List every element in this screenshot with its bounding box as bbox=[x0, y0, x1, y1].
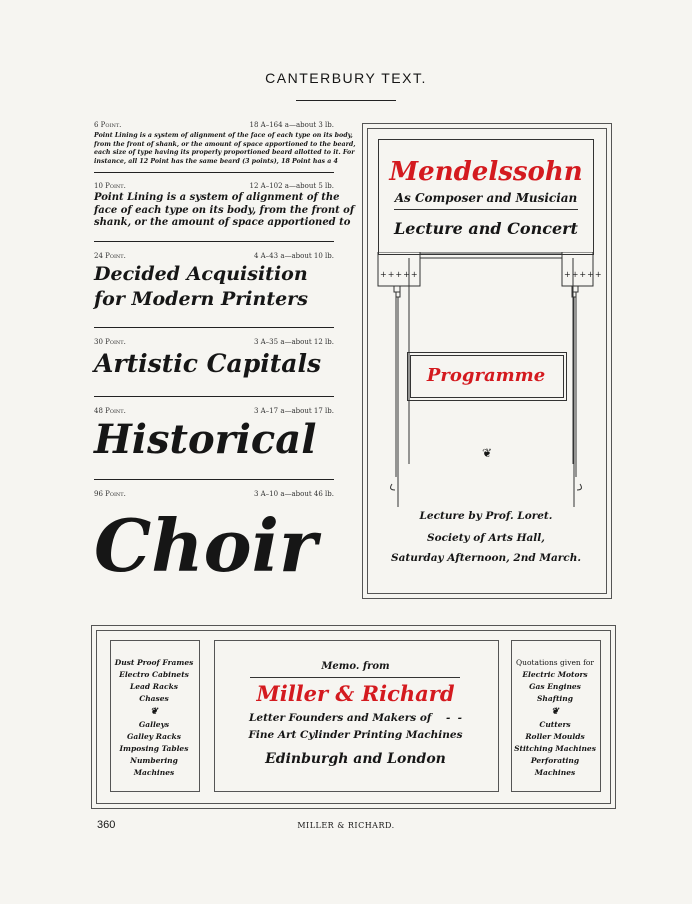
memo-left-list bbox=[110, 657, 198, 779]
specimen-rule bbox=[94, 327, 334, 328]
specimen-size: 24 Point. bbox=[94, 252, 126, 260]
list-item: Shafting bbox=[537, 694, 573, 703]
specimen-weight: 18 A–164 a—about 3 lb. bbox=[249, 121, 334, 129]
list-item: Galleys bbox=[138, 720, 170, 729]
specimen-header-10pt bbox=[94, 182, 334, 192]
footer-publisher: MILLER & RICHARD. bbox=[297, 821, 395, 830]
list-item: Perforating Machines bbox=[530, 756, 580, 777]
specimen-line: shank, or the amount of space apportioned to bbox=[94, 217, 351, 228]
specimen-rule bbox=[94, 396, 334, 397]
programme-lecturer: Lecture by Prof. Loret. bbox=[419, 510, 553, 522]
specimen-weight: 3 A–10 a—about 46 lb. bbox=[253, 490, 334, 498]
memo-right-list bbox=[511, 657, 599, 779]
programme-date: Saturday Afternoon, 2nd March. bbox=[390, 552, 581, 564]
programme-venue: Society of Arts Hall, bbox=[427, 532, 545, 544]
specimen-text-6pt bbox=[94, 132, 356, 166]
specimen-weight: 3 A–17 a—about 17 lb. bbox=[253, 407, 334, 415]
specimen-line: Decided Acquisition bbox=[94, 263, 308, 285]
list-item: Quotations given for bbox=[516, 658, 594, 667]
programme-title: Mendelssohn bbox=[389, 157, 583, 187]
specimen-text-48pt bbox=[94, 414, 334, 466]
list-item: Dust Proof Frames bbox=[114, 658, 194, 667]
specimen-line: Point Lining is a system of alignment of the face of each type on its body, bbox=[94, 132, 353, 139]
title-rule bbox=[296, 100, 396, 101]
specimen-weight: 3 A–35 a—about 12 lb. bbox=[253, 338, 334, 346]
fleuron-icon: ❦ bbox=[551, 707, 559, 717]
fleuron-icon: ❦ bbox=[150, 707, 158, 717]
specimen-rule bbox=[94, 479, 334, 480]
specimen-line: Artistic Capitals bbox=[94, 349, 322, 378]
specimen-rule bbox=[94, 241, 334, 242]
programme-event: Lecture and Concert bbox=[394, 219, 578, 238]
specimen-header-30pt bbox=[94, 338, 334, 348]
right-ornament: +++++ bbox=[564, 270, 603, 279]
specimen-line: Choir bbox=[94, 503, 317, 588]
specimen-text-30pt bbox=[94, 348, 334, 380]
memo-line-2: Fine Art Cylinder Printing Machines bbox=[248, 729, 463, 741]
specimen-line: Point Lining is a system of alignment of the bbox=[94, 192, 340, 203]
list-item: Roller Moulds bbox=[525, 732, 585, 741]
memo-line-1: Letter Founders and Makers of - - bbox=[249, 712, 462, 724]
divider bbox=[394, 209, 578, 210]
left-pillar-cap bbox=[378, 252, 420, 286]
specimen-line: Historical bbox=[94, 416, 317, 463]
specimen-size: 10 Point. bbox=[94, 182, 126, 190]
specimen-line: for Modern Printers bbox=[94, 288, 308, 310]
list-item: Stitching Machines bbox=[514, 744, 596, 753]
programme-label: Programme bbox=[426, 365, 546, 386]
specimen-text-24pt bbox=[94, 262, 334, 312]
specimen-size: 30 Point. bbox=[94, 338, 126, 346]
specimen-text-10pt bbox=[94, 192, 355, 230]
list-item: Chases bbox=[139, 694, 169, 703]
specimen-line: from the front of shank, or the amount of space apportioned to the beard, bbox=[94, 140, 356, 148]
list-item: Gas Engines bbox=[529, 682, 581, 691]
specimen-size: 96 Point. bbox=[94, 490, 126, 498]
specimen-weight: 4 A–43 a—about 10 lb. bbox=[253, 252, 334, 260]
divider bbox=[250, 677, 460, 678]
list-item: Electric Motors bbox=[522, 670, 588, 679]
page-number: 360 bbox=[97, 819, 116, 831]
list-item: Imposing Tables bbox=[119, 744, 189, 753]
list-item: Galley Racks bbox=[127, 732, 181, 741]
specimen-weight: 12 A–102 a—about 5 lb. bbox=[249, 182, 334, 190]
specimen-line: face of each type on its body, from the front of bbox=[94, 204, 355, 216]
memo-heading: Memo. from bbox=[321, 661, 390, 672]
specimen-header-24pt bbox=[94, 252, 334, 262]
fleuron-icon: ❦ bbox=[481, 446, 493, 460]
specimen-text-96pt bbox=[94, 496, 339, 596]
list-item: Numbering Machines bbox=[130, 756, 178, 777]
memo-cities: Edinburgh and London bbox=[265, 751, 446, 767]
list-item: Cutters bbox=[539, 720, 571, 729]
specimen-size: 6 Point. bbox=[94, 121, 122, 129]
specimen-line: each size of type having its properly proportioned beard allotted to it. For bbox=[94, 149, 355, 156]
specimen-header-6pt bbox=[94, 121, 334, 131]
specimen-size: 48 Point. bbox=[94, 407, 126, 415]
memo-company: Miller & Richard bbox=[256, 681, 455, 706]
list-item: Electro Cabinets bbox=[119, 670, 189, 679]
right-pillar-cap bbox=[562, 252, 593, 286]
left-ornament: +++++ bbox=[380, 270, 419, 279]
specimen-rule bbox=[94, 172, 334, 173]
page-title: CANTERBURY TEXT. bbox=[265, 70, 427, 86]
specimen-line: instance, all 12 Point has the same beard (3 points), 18 Point has a 4 bbox=[94, 157, 338, 165]
list-item: Lead Racks bbox=[129, 682, 178, 691]
programme-subtitle: As Composer and Musician bbox=[394, 191, 578, 205]
